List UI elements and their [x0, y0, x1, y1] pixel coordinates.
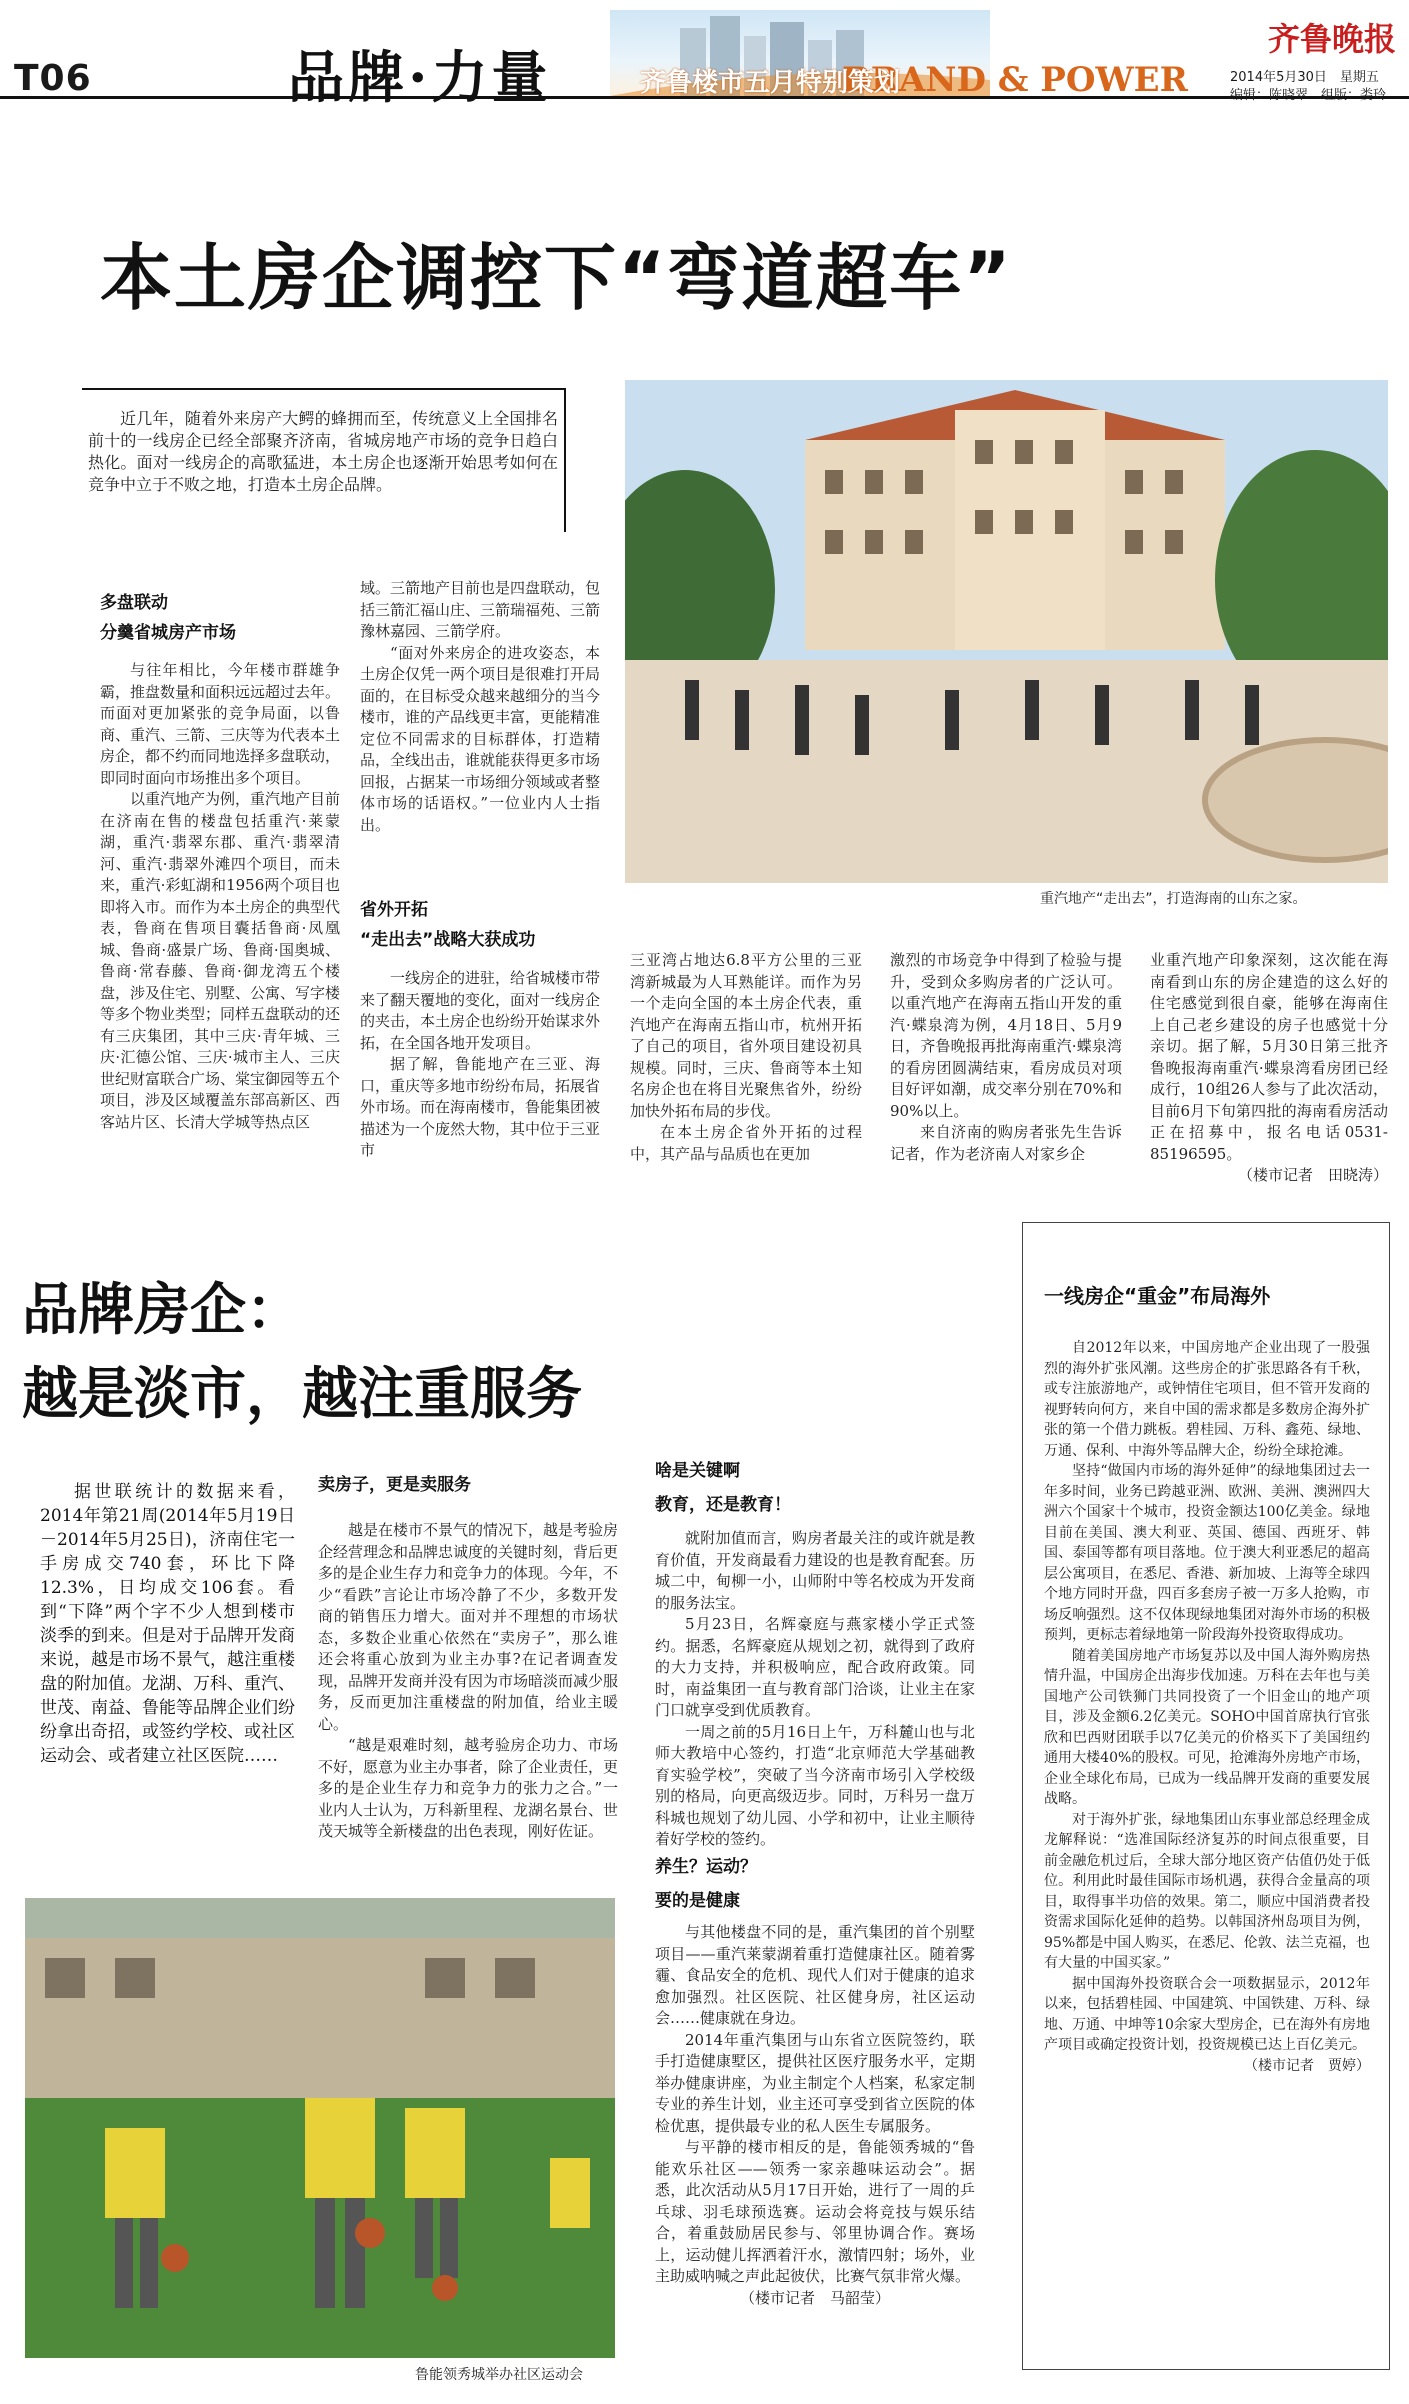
main-headline: 本土房企调控下“弯道超车” [100, 236, 1013, 320]
subhead-1: 多盘联动 [100, 593, 168, 613]
top-col-4: 激烈的市场竞争中得到了检验与提升，受到众多购房者的广泛认可。以重汽地产在海南五指山开发的重汽·蝶泉湾为例，4月18日、5月9日，齐鲁晚报再批海南重汽·蝶泉湾的看房团圆满结束，看房成员对项目好评如潮，成交率分别在70%和90%以上。 来自济南的购房者张先生告诉记者，作为老济南人对家乡企 [890, 951, 1122, 1163]
bottom-sec2-sub: 教育，还是教育！ [655, 1495, 791, 1515]
subhead-2: 省外开拓 [360, 900, 428, 920]
subhead-2b: “走出去”战略大获成功 [360, 930, 536, 950]
top-col-3: 三亚湾占地达6.8平方公里的三亚湾新城最为人耳熟能详。而作为另一个走向全国的本土房企代表，重汽地产在海南五指山市，杭州开拓了自己的项目，省外项目建设初具规模。同时，三庆、鲁商等本土知名房企也在将目光聚焦省外，纷纷加快外拓布局的步伐。 在本土房企省外开拓的过程中，其产品与品质也在更加 [630, 951, 862, 1163]
bottom-photo [25, 1898, 615, 2358]
section-title-en: BRAND & POWER [842, 60, 1188, 100]
top-col-2b: 一线房企的进驻，给省城楼市带来了翻天覆地的变化，面对一线房企的夹击，本土房企也纷纷开始谋求外拓，在全国各地开发项目。 据了解，鲁能地产在三亚、海口，重庆等多地市纷纷布局，拓展省外市场。而在海南楼市，鲁能集团被描述为一个庞然大物，其中位于三亚市 [360, 969, 601, 1159]
bottom-sec3-title: 养生？运动？ [655, 1857, 757, 1877]
bottom-sec3-sub: 要的是健康 [655, 1891, 740, 1911]
bottom-sec1-title: 卖房子，更是卖服务 [318, 1475, 471, 1495]
section-title: 品牌·力量 [288, 45, 552, 111]
editor-line: 编辑：陈晓翠 组版：娄玲 [1230, 88, 1387, 103]
bottom-sec2-title: 啥是关键啊 [655, 1461, 740, 1481]
page-number: T06 [14, 58, 92, 99]
special-title: 齐鲁楼市五月特别策划 [640, 68, 901, 98]
bottom-headline-2: 越是淡市，越注重服务 [22, 1362, 582, 1427]
housing-photo-illustration [625, 380, 1388, 883]
bottom-photo-caption: 鲁能领秀城举办社区运动会 [415, 2367, 583, 2383]
bottom-headline-1: 品牌房企： [22, 1278, 302, 1343]
sidebar-title: 一线房企“重金”布局海外 [1044, 1284, 1271, 1308]
bottom-sec2-text: 就附加值而言，购房者最关注的或许就是教育价值，开发商最看力建设的也是教育配套。历城二中，甸柳一小，山师附中等名校成为开发商的服务法宝。 5月23日，名辉豪庭与燕家楼小学正式签约。据悉，名辉豪庭从规划之初，就得到了政府的大力支持，并积极响应，配合政府政策。同时，南益集团一直与教育部门洽谈，让业主在家门口就享受到优质教育。 一周之前的5月16日上午，万科麓山也与北师大教培中心签约，打造“北京师范大学基础教育实验学校”，突破了当今济南市场引入学校级别的格局，向更高级迈步。同时，万科另一盘万科城也规划了幼儿园、小学和初中，让业主顺待着好学校的签约。 [655, 1529, 975, 1848]
top-photo-caption: 重汽地产“走出去”，打造海南的山东之家。 [1040, 891, 1307, 907]
sports-photo-illustration [25, 1898, 615, 2358]
top-photo [625, 380, 1388, 883]
bottom-sec3-text: 与其他楼盘不同的是，重汽集团的首个别墅项目——重汽莱蒙湖着重打造健康社区。随着雾霾、食品安全的危机、现代人们对于健康的追求愈加强烈。社区医院、社区健身房，社区运动会……健康就在身边。 2014年重汽集团与山东省立医院签约，联手打造健康墅区，提供社区医疗服务水平，定期举办健康讲座，为业主制定个人档案，私家定制专业的养生计划，业主还可享受到省立医院的体检优惠，提供最专业的私人医生专属服务。 与平静的楼市相反的是，鲁能领秀城的“鲁能欢乐社区——领秀一家亲趣味运动会”。据悉，此次活动从5月17日开始，进行了一周的乒乓球、羽毛球预选赛。运动会将竞技与娱乐结合，着重鼓励居民参与、邻里协调合作。赛场上，运动健儿挥洒着汗水，激情四射；场外，业主助威呐喊之声此起彼伏，比赛气氛非常火爆。 （楼市记者 马韶莹） [655, 1923, 975, 2307]
top-col-2: 域。三箭地产目前也是四盘联动，包括三箭汇福山庄、三箭瑞福苑、三箭豫林嘉园、三箭学府。 “面对外来房企的进攻姿态，本土房企仅凭一两个项目是很难打开局面的，在目标受众越来越细分的当今楼市，谁的产品线更丰富，更能精准定位不同需求的目标群体，打造精品，全线出击，谁就能获得更多市场回报，占据某一市场细分领域或者整体市场的话语权。”一位业内人士指出。 [360, 579, 601, 834]
top-col-1: 与往年相比，今年楼市群雄争霸，推盘数量和面积远远超过去年。而面对更加紧张的竞争局面，以鲁商、重汽、三箭、三庆等为代表本土房企，都不约而同地选择多盘联动，即同时面向市场推出多个项目。 以重汽地产为例，重汽地产目前在济南在售的楼盘包括重汽·莱蒙湖，重汽·翡翠东郡、重汽·翡翠清河、重汽·翡翠外滩四个项目，而未来，重汽·彩虹湖和1956两个项目也即将入市。而作为本土房企的典型代表，鲁商在售项目囊括鲁商·凤凰城、鲁商·盛景广场、鲁商·国奥城、鲁商·常春藤、鲁商·御龙湾五个楼盘，涉及住宅、别墅、公寓、写字楼等多个物业类型；同样五盘联动的还有三庆集团，其中三庆·青年城、三庆·汇德公馆、三庆·城市主人、三庆世纪财富联合广场、棠宝御园等五个项目，涉及区域覆盖东部高新区、西客站片区、长清大学城等热点区 [100, 661, 341, 1131]
lead-paragraph: 近几年，随着外来房产大鳄的蜂拥而至，传统意义上全国排名前十的一线房企已经全部聚齐济南，省城房地产市场的竞争日趋白热化。面对一线房企的高歌猛进，本土房企也逐渐开始思考如何在竞争中立于不败之地，打造本土房企品牌。 [88, 409, 558, 494]
paper-name-logo: 齐鲁晚报 [1268, 20, 1397, 58]
date-line: 2014年5月30日 星期五 [1230, 70, 1379, 85]
subhead-1b: 分羹省城房产市场 [100, 623, 236, 643]
bottom-intro: 据世联统计的数据来看，2014年第21周(2014年5月19日－2014年5月25日)，济南住宅一手房成交740套，环比下降12.3%，日均成交106套。看到“下降”两个字不少人想到楼市淡季的到来。但是对于品牌开发商来说，越是市场不景气，越注重楼盘的附加值。龙湖、万科、重汽、世茂、南益、鲁能等品牌企业们纷纷拿出奇招，或签约学校、或社区运动会、或者建立社区医院…… [40, 1482, 295, 1766]
sidebar-text: 自2012年以来，中国房地产企业出现了一股强烈的海外扩张风潮。这些房企的扩张思路各有千秋，或专注旅游地产，或钟情住宅项目，但不管开发商的视野转向何方，来自中国的需求都是多数房企海外扩张的第一个借力跳板。碧桂园、万科、鑫苑、绿地、万通、保利、中海外等品牌大企，纷纷全球抢滩。 坚持“做国内市场的海外延伸”的绿地集团过去一年多时间，业务已跨越亚洲、欧洲、美洲、澳洲四大洲六个国家十个城市，投资金额达100亿美金。绿地目前在美国、澳大利亚、英国、德国、西班牙、韩国、泰国等都有项目落地。位于澳大利亚悉尼的超高层公寓项目，在悉尼、香港、新加坡、上海等全球四个地方同时开盘，四百多套房子被一万多人抢购，市场反响强烈。这不仅体现绿地集团对海外市场的积极预判，更标志着绿地第一阶段海外投资取得成功。 随着美国房地产市场复苏以及中国人海外购房热情升温，中国房企出海步伐加速。万科在去年也与美国地产公司铁狮门共同投资了一个旧金山的地产项目，涉及金额6.2亿美元。SOHO中国首席执行官张欣和巴西财团联手以7亿美元的价格买下了美国纽约通用大楼40%的股权。可见，抢滩海外房地产市场，企业全球化布局，已成为一线品牌开发商的重要发展战略。 对于海外扩张，绿地集团山东事业部总经理金成龙解释说：“选准国际经济复苏的时间点很重要，目前金融危机过后，全球大部分地区资产估值仍处于低位。利用此时最佳国际市场机遇，获得合金量高的项目，取得事半功倍的效果。第二，顺应中国消费者投资需求国际化延伸的趋势。以韩国济州岛项目为例，95%都是中国人购买，在悉尼、伦敦、法兰克福，也有大量的中国买家。” 据中国海外投资联合会一项数据显示，2012年以来，包括碧桂园、中国建筑、中国铁建、万科、绿地、万通、中坤等10余家大型房企，已在海外有房地产项目或确定投资计划，投资规模已达上百亿美元。 （楼市记者 贾婷） [1044, 1340, 1370, 2074]
top-col-5: 业重汽地产印象深刻，这次能在海南看到山东的房企建造的这么好的住宅感觉到很自豪，能够在海南住上自己老乡建设的房子也感觉十分亲切。据了解，5月30日第三批齐鲁晚报海南重汽·蝶泉湾看房团已经成行，10组26人参与了此次活动，目前6月下旬第四批的海南看房活动正在招募中，报名电话0531-85196595。 （楼市记者 田晓涛） [1150, 951, 1388, 1184]
bottom-sec1-text: 越是在楼市不景气的情况下，越是考验房企经营理念和品牌忠诚度的关键时刻，背后更多的是企业生存力和竞争力的体现。今年，不少“看跌”言论让市场冷静了不少，多数开发商的销售压力增大。面对并不理想的市场状态，多数企业重心依然在“卖房子”，那么谁还会将重心放到为业主办事?在记者调查发现，品牌开发商并没有因为市场暗淡而减少服务，反而更加注重楼盘的附加值，给业主暖心。 “越是艰难时刻，越考验房企功力、市场不好，愿意为业主办事者，除了企业责任，更多的是企业生存力和竞争力的张力之合。”一业内人士认为，万科新里程、龙湖名景台、世茂天城等全新楼盘的出色表现，刚好佐证。 [318, 1521, 619, 1840]
